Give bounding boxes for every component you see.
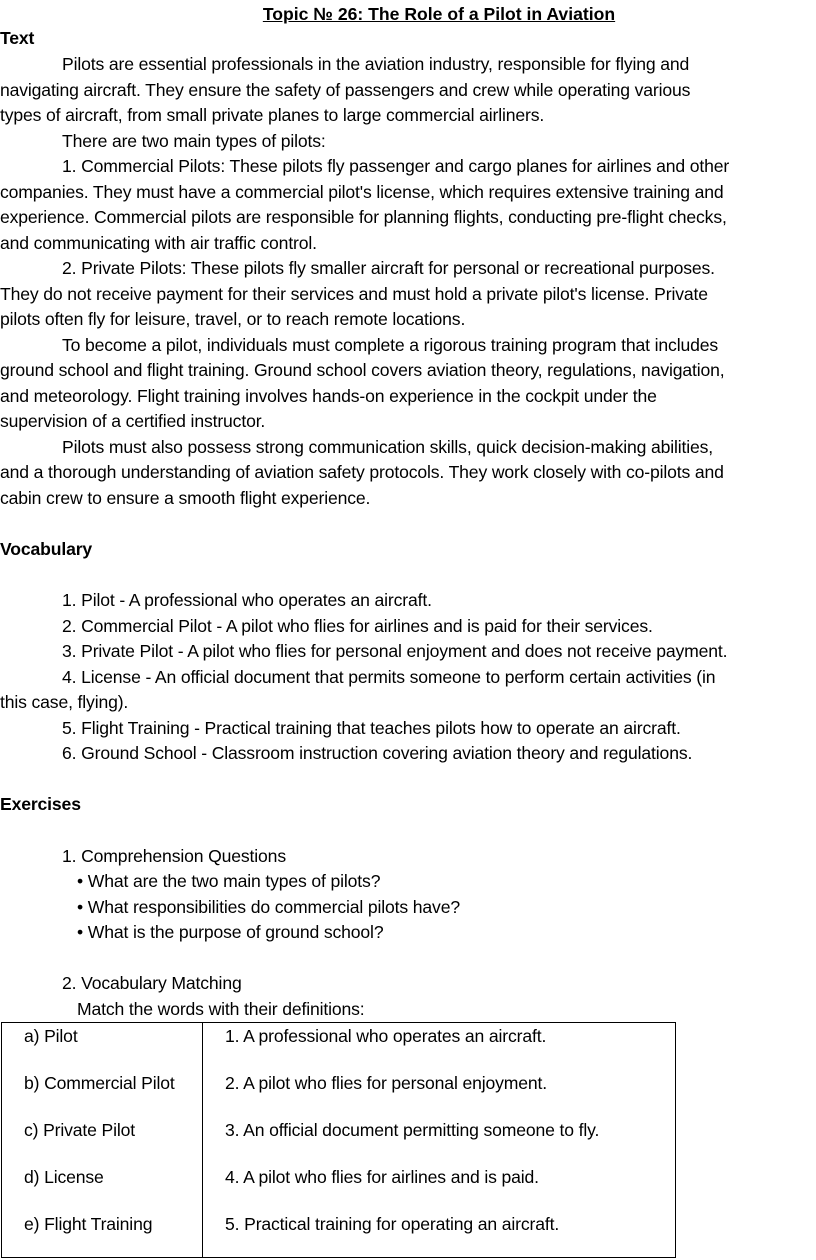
vocab-item: 3. Private Pilot - A pilot who flies for personal enjoyment and does not receive payment.: [62, 641, 728, 661]
vocab-item: 1. Pilot - A professional who operates an aircraft.: [62, 590, 432, 610]
text-line: and communicating with air traffic control.: [0, 232, 317, 253]
definition-cell: 3. An official document permitting someone to fly.: [225, 1120, 600, 1140]
vocab-item: 6. Ground School - Classroom instruction covering aviation theory and regulations.: [62, 743, 693, 763]
text-line: and meteorology. Flight training involves hands-on experience in the cockpit under the: [0, 385, 657, 406]
text-line: supervision of a certified instructor.: [0, 411, 266, 431]
table-row: [2, 1070, 676, 1117]
vocab-item: 5. Flight Training - Practical training that teaches pilots how to operate an aircraft.: [62, 717, 681, 738]
section-heading-exercises: Exercises: [0, 794, 81, 814]
text-line: navigating aircraft. They ensure the safety of passengers and crew while operating various: [0, 79, 691, 100]
text-line: There are two main types of pilots:: [62, 130, 326, 151]
question-text: What is the purpose of ground school?: [87, 922, 384, 942]
question-item: [77, 869, 380, 895]
definition-cell: 1. A professional who operates an aircraft.: [225, 1026, 547, 1046]
text-line: Pilots must also possess strong communication skills, quick decision-making abilities,: [62, 436, 714, 457]
question-item: [77, 895, 460, 921]
term-cell: b) Commercial Pilot: [2, 1070, 203, 1117]
question-item: [77, 920, 383, 946]
text-line: To become a pilot, individuals must complete a rigorous training program that includes: [62, 334, 719, 355]
table-row: [2, 1164, 676, 1211]
bullet-icon: •: [77, 896, 84, 917]
text-line: pilots often fly for leisure, travel, or to reach remote locations.: [0, 309, 466, 329]
term-cell: e) Flight Training: [2, 1211, 203, 1258]
text-line: ground school and flight training. Ground school covers aviation theory, regulations, navigation,: [0, 360, 725, 380]
text-line: cabin crew to ensure a smooth flight experience.: [0, 487, 371, 508]
table-row: [2, 1117, 676, 1164]
text-line: 1. Commercial Pilots: These pilots fly passenger and cargo planes for airlines and other: [62, 156, 730, 176]
exercise-title-comprehension: 1. Comprehension Questions: [62, 845, 286, 866]
definition-cell: 2. A pilot who flies for personal enjoyment.: [225, 1073, 548, 1093]
term-cell: c) Private Pilot: [2, 1117, 203, 1164]
question-text: What are the two main types of pilots?: [87, 871, 381, 891]
section-heading-text: Text: [0, 28, 35, 48]
text-line: experience. Commercial pilots are responsible for planning flights, conducting pre-flight checks,: [0, 207, 727, 227]
text-line: companies. They must have a commercial pilot's license, which requires extensive training and: [0, 181, 724, 202]
bullet-icon: •: [77, 871, 84, 891]
term-cell: a) Pilot: [2, 1023, 203, 1071]
bullet-icon: •: [77, 922, 84, 942]
matching-table: [1, 1022, 676, 1258]
exercise-title-matching: 2. Vocabulary Matching: [62, 973, 242, 993]
table-row: [2, 1023, 676, 1071]
term-cell: d) License: [2, 1164, 203, 1211]
vocab-item: 4. License - An official document that permits someone to perform certain activities (in: [62, 666, 716, 687]
section-heading-vocabulary: Vocabulary: [0, 539, 93, 559]
text-line: types of aircraft, from small private planes to large commercial airliners.: [0, 105, 545, 125]
page-title: Topic № 26: The Role of a Pilot in Aviation: [262, 4, 616, 24]
table-row: [2, 1211, 676, 1258]
vocab-item-continuation: this case, flying).: [0, 692, 129, 712]
text-line: They do not receive payment for their services and must hold a private pilot's license. Private: [0, 283, 708, 304]
definition-cell: 5. Practical training for operating an aircraft.: [225, 1214, 560, 1234]
text-line: Pilots are essential professionals in the aviation industry, responsible for flying and: [62, 54, 690, 74]
matching-instruction: Match the words with their definitions:: [77, 998, 365, 1019]
text-line: and a thorough understanding of aviation safety protocols. They work closely with co-pilots and: [0, 462, 724, 482]
text-line: 2. Private Pilots: These pilots fly smaller aircraft for personal or recreational purposes.: [62, 258, 715, 278]
definition-cell: 4. A pilot who flies for airlines and is paid.: [225, 1167, 539, 1187]
vocab-item: 2. Commercial Pilot - A pilot who flies for airlines and is paid for their services.: [62, 615, 653, 636]
question-text: What responsibilities do commercial pilots have?: [87, 896, 460, 917]
